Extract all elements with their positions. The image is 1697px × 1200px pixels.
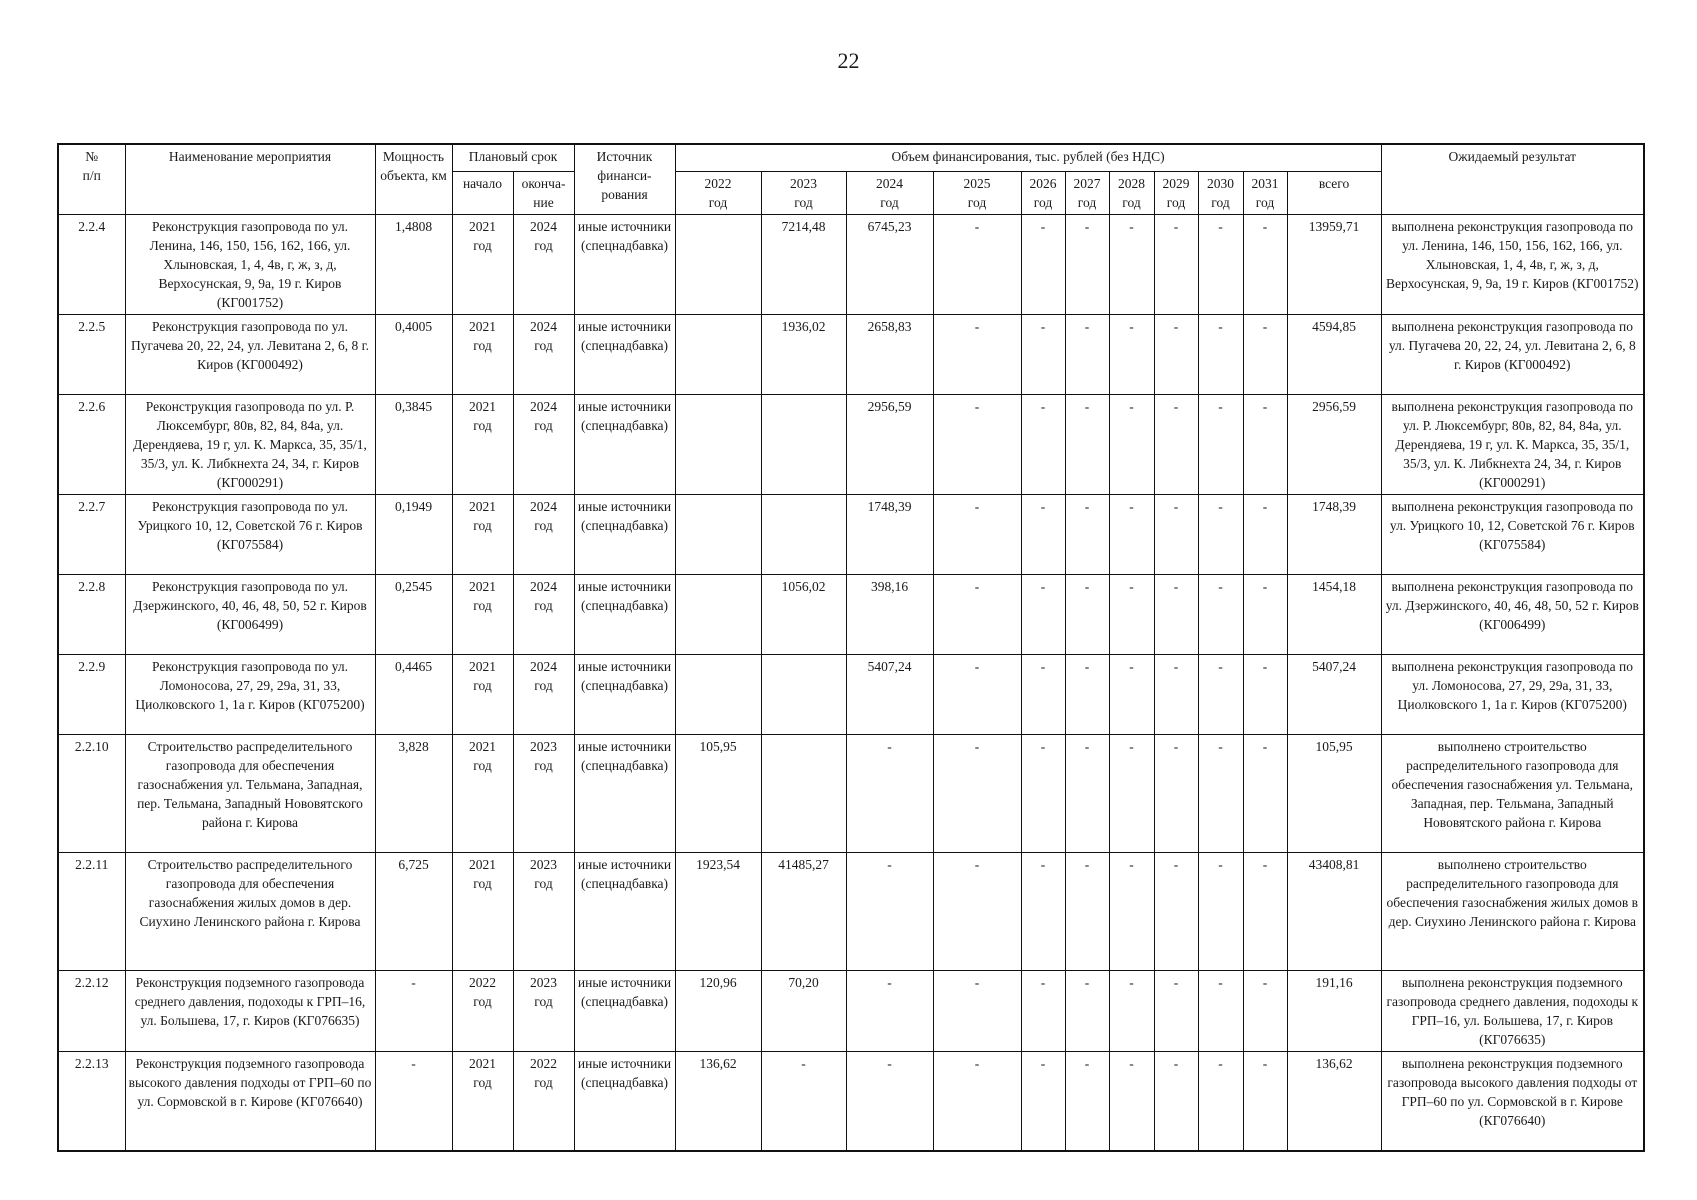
- cell-start: 2022 год: [452, 971, 513, 1052]
- header-year-2027: 2027 год: [1065, 172, 1109, 215]
- cell-2026: -: [1021, 395, 1065, 495]
- cell-num: 2.2.6: [58, 395, 125, 495]
- cell-name: Строительство распределительного газопровода для обеспечения газоснабжения ул. Тельмана, Западная, пер. Тельмана, Западный Нововятского района г. Кирова: [125, 735, 375, 853]
- cell-2030: -: [1198, 215, 1243, 315]
- cell-2027: -: [1065, 971, 1109, 1052]
- cell-2028: -: [1109, 1052, 1154, 1152]
- cell-2027: -: [1065, 495, 1109, 575]
- cell-2029: -: [1154, 655, 1198, 735]
- cell-end: 2024 год: [513, 655, 574, 735]
- cell-start: 2021 год: [452, 315, 513, 395]
- header-year-2029: 2029 год: [1154, 172, 1198, 215]
- cell-2023: 70,20: [761, 971, 846, 1052]
- cell-2029: -: [1154, 853, 1198, 971]
- cell-2023: [761, 735, 846, 853]
- cell-total: 13959,71: [1287, 215, 1381, 315]
- header-source: Источник финанси- рования: [574, 144, 675, 215]
- table-row: [58, 315, 1644, 395]
- table-row: [58, 971, 1644, 1052]
- cell-name: Реконструкция газопровода по ул. Дзержинского, 40, 46, 48, 50, 52 г. Киров (КГ006499): [125, 575, 375, 655]
- cell-2028: -: [1109, 575, 1154, 655]
- cell-2031: -: [1243, 495, 1287, 575]
- header-year-2026: 2026 год: [1021, 172, 1065, 215]
- cell-2022: [675, 215, 761, 315]
- cell-capacity: 3,828: [375, 735, 452, 853]
- cell-2029: -: [1154, 1052, 1198, 1152]
- cell-result: выполнена реконструкция газопровода по ул. Дзержинского, 40, 46, 48, 50, 52 г. Киров (КГ006499): [1381, 575, 1644, 655]
- cell-capacity: 0,4005: [375, 315, 452, 395]
- cell-name: Реконструкция подземного газопровода среднего давления, подоходы к ГРП–16, ул. Большева, 17, г. Киров (КГ076635): [125, 971, 375, 1052]
- cell-start: 2021 год: [452, 215, 513, 315]
- cell-2030: -: [1198, 735, 1243, 853]
- cell-total: 191,16: [1287, 971, 1381, 1052]
- cell-2023: -: [761, 1052, 846, 1152]
- cell-2023: 7214,48: [761, 215, 846, 315]
- table-row: [58, 1052, 1644, 1152]
- cell-2031: -: [1243, 971, 1287, 1052]
- cell-2029: -: [1154, 971, 1198, 1052]
- header-year-2023: 2023 год: [761, 172, 846, 215]
- cell-2025: -: [933, 395, 1021, 495]
- cell-name: Реконструкция газопровода по ул. Ломоносова, 27, 29, 29а, 31, 33, Циолковского 1, 1а г. Киров (КГ075200): [125, 655, 375, 735]
- cell-2030: -: [1198, 315, 1243, 395]
- cell-2027: -: [1065, 735, 1109, 853]
- cell-2027: -: [1065, 853, 1109, 971]
- header-start: начало: [452, 172, 513, 215]
- cell-end: 2023 год: [513, 735, 574, 853]
- header-row-1: [58, 144, 1644, 172]
- cell-result: выполнена реконструкция газопровода по ул. Урицкого 10, 12, Советской 76 г. Киров (КГ075584): [1381, 495, 1644, 575]
- header-year-2025: 2025 год: [933, 172, 1021, 215]
- cell-start: 2021 год: [452, 575, 513, 655]
- cell-2031: -: [1243, 1052, 1287, 1152]
- cell-start: 2021 год: [452, 655, 513, 735]
- cell-name: Строительство распределительного газопровода для обеспечения газоснабжения жилых домов в дер. Сиухино Ленинского района г. Кирова: [125, 853, 375, 971]
- cell-2027: -: [1065, 315, 1109, 395]
- cell-2022: 1923,54: [675, 853, 761, 971]
- cell-start: 2021 год: [452, 735, 513, 853]
- cell-2026: -: [1021, 735, 1065, 853]
- header-name: Наименование мероприятия: [125, 144, 375, 215]
- cell-start: 2021 год: [452, 853, 513, 971]
- cell-end: 2024 год: [513, 315, 574, 395]
- header-num: № п/п: [58, 144, 125, 215]
- cell-2027: -: [1065, 575, 1109, 655]
- cell-2025: -: [933, 735, 1021, 853]
- cell-capacity: -: [375, 971, 452, 1052]
- cell-capacity: 0,3845: [375, 395, 452, 495]
- cell-2023: [761, 395, 846, 495]
- cell-result: выполнено строительство распределительного газопровода для обеспечения газоснабжения жилых домов в дер. Сиухино Ленинского района г. Кирова: [1381, 853, 1644, 971]
- header-year-2024: 2024 год: [846, 172, 933, 215]
- table-row: [58, 395, 1644, 495]
- cell-end: 2023 год: [513, 853, 574, 971]
- cell-capacity: 0,4465: [375, 655, 452, 735]
- cell-name: Реконструкция газопровода по ул. Р. Люксембург, 80в, 82, 84, 84а, ул. Дерендяева, 19 г, ул. К. Маркса, 35, 35/1, 35/3, ул. К. Либкнехта 24, 34, г. Киров (КГ000291): [125, 395, 375, 495]
- cell-2025: -: [933, 495, 1021, 575]
- header-plan-term: Плановый срок: [452, 144, 574, 172]
- cell-end: 2024 год: [513, 395, 574, 495]
- cell-2024: -: [846, 853, 933, 971]
- cell-2028: -: [1109, 395, 1154, 495]
- cell-2030: -: [1198, 575, 1243, 655]
- header-year-2031: 2031 год: [1243, 172, 1287, 215]
- header-capacity: Мощность объекта, км: [375, 144, 452, 215]
- cell-2022: [675, 495, 761, 575]
- cell-end: 2024 год: [513, 215, 574, 315]
- cell-name: Реконструкция подземного газопровода высокого давления подходы от ГРП–60 по ул. Сормовской в г. Кирове (КГ076640): [125, 1052, 375, 1152]
- cell-num: 2.2.13: [58, 1052, 125, 1152]
- cell-2028: -: [1109, 315, 1154, 395]
- header-year-2030: 2030 год: [1198, 172, 1243, 215]
- cell-2024: 6745,23: [846, 215, 933, 315]
- table-row: [58, 735, 1644, 853]
- cell-start: 2021 год: [452, 1052, 513, 1152]
- cell-source: иные источники (спецнадбавка): [574, 735, 675, 853]
- cell-end: 2024 год: [513, 495, 574, 575]
- cell-2028: -: [1109, 215, 1154, 315]
- header-year-2022: 2022 год: [675, 172, 761, 215]
- cell-capacity: -: [375, 1052, 452, 1152]
- cell-source: иные источники (спецнадбавка): [574, 395, 675, 495]
- cell-2026: -: [1021, 655, 1065, 735]
- cell-2025: -: [933, 655, 1021, 735]
- cell-result: выполнена реконструкция газопровода по ул. Пугачева 20, 22, 24, ул. Левитана 2, 6, 8 г. Киров (КГ000492): [1381, 315, 1644, 395]
- cell-2024: 2956,59: [846, 395, 933, 495]
- cell-2024: 398,16: [846, 575, 933, 655]
- cell-2029: -: [1154, 495, 1198, 575]
- cell-2027: -: [1065, 395, 1109, 495]
- cell-num: 2.2.8: [58, 575, 125, 655]
- cell-result: выполнена реконструкция газопровода по ул. Ломоносова, 27, 29, 29а, 31, 33, Циолковского 1, 1а г. Киров (КГ075200): [1381, 655, 1644, 735]
- cell-2027: -: [1065, 1052, 1109, 1152]
- cell-source: иные источники (спецнадбавка): [574, 495, 675, 575]
- cell-2026: -: [1021, 315, 1065, 395]
- cell-2031: -: [1243, 655, 1287, 735]
- cell-result: выполнена реконструкция газопровода по ул. Р. Люксембург, 80в, 82, 84, 84а, ул. Дерендяева, 19 г, ул. К. Маркса, 35, 35/1, 35/3, ул. К. Либкнехта 24, 34, г. Киров (КГ000291): [1381, 395, 1644, 495]
- cell-capacity: 6,725: [375, 853, 452, 971]
- cell-result: выполнена реконструкция подземного газопровода высокого давления подходы от ГРП–60 по ул. Сормовской в г. Кирове (КГ076640): [1381, 1052, 1644, 1152]
- cell-2026: -: [1021, 215, 1065, 315]
- cell-2026: -: [1021, 495, 1065, 575]
- cell-total: 4594,85: [1287, 315, 1381, 395]
- cell-result: выполнено строительство распределительного газопровода для обеспечения газоснабжения ул. Тельмана, Западная, пер. Тельмана, Западный Нововятского района г. Кирова: [1381, 735, 1644, 853]
- cell-total: 43408,81: [1287, 853, 1381, 971]
- cell-2025: -: [933, 1052, 1021, 1152]
- cell-2026: -: [1021, 971, 1065, 1052]
- cell-2023: [761, 495, 846, 575]
- cell-2022: 120,96: [675, 971, 761, 1052]
- cell-name: Реконструкция газопровода по ул. Ленина, 146, 150, 156, 162, 166, ул. Хлыновская, 1, 4, 4в, г, ж, з, д, Верхосунская, 9, 9а, 19 г. Киров (КГ001752): [125, 215, 375, 315]
- cell-2030: -: [1198, 655, 1243, 735]
- cell-2022: [675, 395, 761, 495]
- cell-end: 2023 год: [513, 971, 574, 1052]
- cell-result: выполнена реконструкция подземного газопровода среднего давления, подоходы к ГРП–16, ул. Большева, 17, г. Киров (КГ076635): [1381, 971, 1644, 1052]
- cell-2026: -: [1021, 1052, 1065, 1152]
- cell-source: иные источники (спецнадбавка): [574, 215, 675, 315]
- table-row: [58, 853, 1644, 971]
- table-row: [58, 495, 1644, 575]
- cell-2025: -: [933, 853, 1021, 971]
- cell-result: выполнена реконструкция газопровода по ул. Ленина, 146, 150, 156, 162, 166, ул. Хлыновская, 1, 4, 4в, г, ж, з, д, Верхосунская, 9, 9а, 19 г. Киров (КГ001752): [1381, 215, 1644, 315]
- cell-capacity: 1,4808: [375, 215, 452, 315]
- cell-2031: -: [1243, 315, 1287, 395]
- cell-num: 2.2.9: [58, 655, 125, 735]
- header-year-2028: 2028 год: [1109, 172, 1154, 215]
- cell-2028: -: [1109, 971, 1154, 1052]
- cell-num: 2.2.5: [58, 315, 125, 395]
- cell-2024: -: [846, 1052, 933, 1152]
- cell-source: иные источники (спецнадбавка): [574, 853, 675, 971]
- cell-total: 1454,18: [1287, 575, 1381, 655]
- cell-2029: -: [1154, 575, 1198, 655]
- cell-source: иные источники (спецнадбавка): [574, 575, 675, 655]
- cell-2026: -: [1021, 575, 1065, 655]
- page-number: 22: [837, 48, 860, 73]
- header-end: оконча- ние: [513, 172, 574, 215]
- table-row: [58, 655, 1644, 735]
- cell-2031: -: [1243, 575, 1287, 655]
- cell-2031: -: [1243, 215, 1287, 315]
- cell-2022: [675, 315, 761, 395]
- cell-2028: -: [1109, 853, 1154, 971]
- cell-2022: 136,62: [675, 1052, 761, 1152]
- cell-source: иные источники (спецнадбавка): [574, 971, 675, 1052]
- cell-2029: -: [1154, 395, 1198, 495]
- cell-2024: 5407,24: [846, 655, 933, 735]
- cell-2022: 105,95: [675, 735, 761, 853]
- cell-total: 5407,24: [1287, 655, 1381, 735]
- cell-name: Реконструкция газопровода по ул. Урицкого 10, 12, Советской 76 г. Киров (КГ075584): [125, 495, 375, 575]
- cell-capacity: 0,2545: [375, 575, 452, 655]
- cell-2023: 1936,02: [761, 315, 846, 395]
- cell-num: 2.2.12: [58, 971, 125, 1052]
- cell-num: 2.2.7: [58, 495, 125, 575]
- cell-2027: -: [1065, 215, 1109, 315]
- cell-2024: -: [846, 735, 933, 853]
- cell-2025: -: [933, 315, 1021, 395]
- cell-capacity: 0,1949: [375, 495, 452, 575]
- cell-2029: -: [1154, 215, 1198, 315]
- table-row: [58, 215, 1644, 315]
- cell-total: 105,95: [1287, 735, 1381, 853]
- cell-2029: -: [1154, 735, 1198, 853]
- cell-2030: -: [1198, 495, 1243, 575]
- cell-2025: -: [933, 215, 1021, 315]
- header-funding: Объем финансирования, тыс. рублей (без НДС): [675, 144, 1381, 172]
- cell-num: 2.2.11: [58, 853, 125, 971]
- cell-start: 2021 год: [452, 395, 513, 495]
- cell-2030: -: [1198, 395, 1243, 495]
- cell-2024: 1748,39: [846, 495, 933, 575]
- cell-2028: -: [1109, 495, 1154, 575]
- cell-source: иные источники (спецнадбавка): [574, 315, 675, 395]
- cell-2023: 41485,27: [761, 853, 846, 971]
- cell-start: 2021 год: [452, 495, 513, 575]
- cell-2028: -: [1109, 655, 1154, 735]
- cell-2031: -: [1243, 735, 1287, 853]
- cell-end: 2022 год: [513, 1052, 574, 1152]
- cell-2024: 2658,83: [846, 315, 933, 395]
- cell-2029: -: [1154, 315, 1198, 395]
- cell-num: 2.2.10: [58, 735, 125, 853]
- cell-source: иные источники (спецнадбавка): [574, 655, 675, 735]
- cell-total: 1748,39: [1287, 495, 1381, 575]
- cell-2026: -: [1021, 853, 1065, 971]
- financing-table: [57, 143, 1645, 1152]
- cell-2030: -: [1198, 1052, 1243, 1152]
- cell-2031: -: [1243, 853, 1287, 971]
- table-row: [58, 575, 1644, 655]
- cell-2023: [761, 655, 846, 735]
- cell-num: 2.2.4: [58, 215, 125, 315]
- cell-2028: -: [1109, 735, 1154, 853]
- cell-2025: -: [933, 575, 1021, 655]
- cell-2022: [675, 655, 761, 735]
- cell-total: 2956,59: [1287, 395, 1381, 495]
- cell-2023: 1056,02: [761, 575, 846, 655]
- cell-source: иные источники (спецнадбавка): [574, 1052, 675, 1152]
- cell-2022: [675, 575, 761, 655]
- cell-2027: -: [1065, 655, 1109, 735]
- cell-2031: -: [1243, 395, 1287, 495]
- cell-end: 2024 год: [513, 575, 574, 655]
- header-result: Ожидаемый результат: [1381, 144, 1644, 215]
- header-total: всего: [1287, 172, 1381, 215]
- cell-2030: -: [1198, 971, 1243, 1052]
- cell-2025: -: [933, 971, 1021, 1052]
- cell-2024: -: [846, 971, 933, 1052]
- cell-total: 136,62: [1287, 1052, 1381, 1152]
- cell-name: Реконструкция газопровода по ул. Пугачева 20, 22, 24, ул. Левитана 2, 6, 8 г. Киров (КГ000492): [125, 315, 375, 395]
- cell-2030: -: [1198, 853, 1243, 971]
